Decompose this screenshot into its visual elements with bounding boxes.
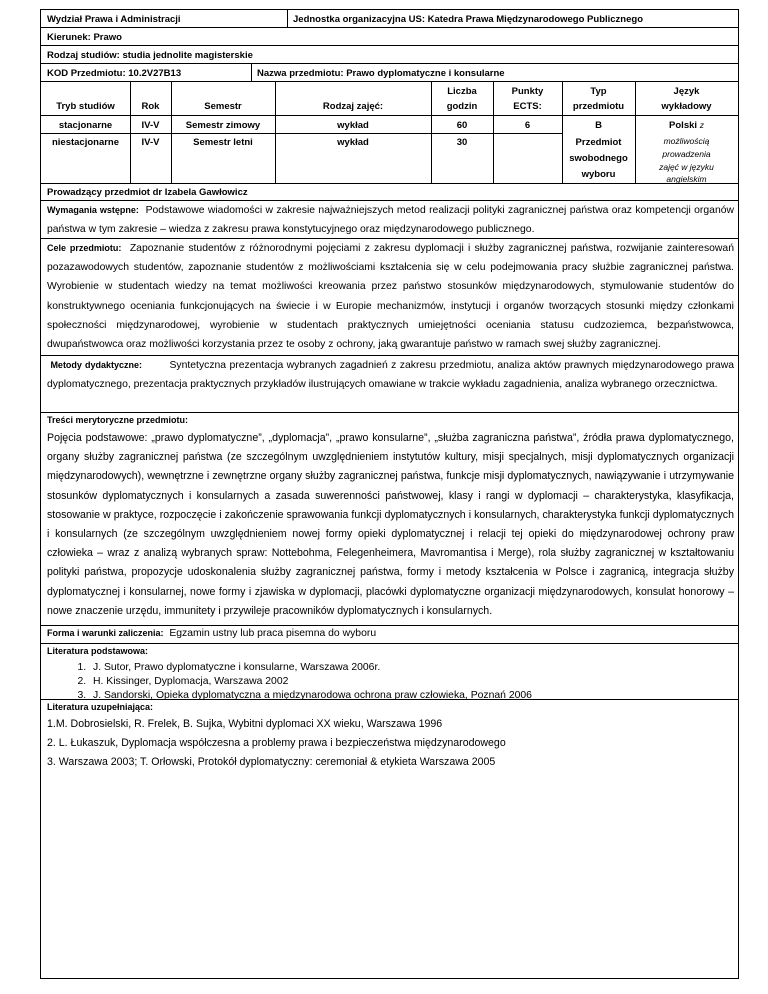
- field-label: Kierunek: Prawo: [47, 32, 122, 43]
- row2-class-type: wykład: [337, 137, 369, 148]
- goals-section: [41, 239, 738, 356]
- lang-note-4: angielskim: [666, 174, 707, 184]
- course-syllabus-card: [40, 9, 739, 979]
- methods-section: [41, 356, 738, 413]
- methods-body: Syntetyczna prezentacja wybranych zagadnień z zakresu przedmiotu, analiza aktów prawnych międzynarodowego prawa dyplomatycznego, prezentacja praktycznych przykładów ilustrujących omawiane w trakcie wykładu zagadnienia, analiza wybranego orzecznictwa.: [47, 360, 734, 391]
- lang-note-3: zajęć w języku: [659, 162, 714, 172]
- literature-extra-item: 2. L. Łukaszuk, Dyplomacja współczesna a problemy prawa i bezpieczeństwa międzynarodowego: [47, 737, 506, 749]
- lecturer-name: Prowadzący przedmiot dr Izabela Gawłowicz: [47, 187, 248, 198]
- methods-label: Metody dydaktyczne:: [50, 360, 143, 370]
- row2-semester: Semestr letni: [193, 137, 253, 148]
- course-name: Nazwa przedmiotu: Prawo dyplomatyczne i konsularne: [257, 68, 505, 79]
- unit-label: Jednostka organizacyjna US: Katedra Prawa Międzynarodowego Publicznego: [293, 14, 643, 25]
- requirements-text: [41, 201, 738, 239]
- row1-hours: 60: [456, 120, 468, 131]
- goals-label: Cele przedmiotu:: [47, 243, 122, 253]
- content-body: Pojęcia podstawowe: „prawo dyplomatyczne”, „dyplomacja”, „prawo konsularne”, „służba zagraniczna państwa”, źródła prawa dyplomatycznego, organy służby zagranicznej państwa (ze szczególnym uwzględnieniem instytutów kultury, misji specjalnych, misji dyplomatycznych organizacji międzynarodowych), wewnętrzne i zewnętrzne organy służby zagranicznej państwa, funkcje misji dyplomatycznych, nawiązywanie i utrzymywanie stosunków dyplomatycznych i konsularnych a zasada suwerenności państwowej, klasy i rangi w dyplomacji – charakterystyka, klasyfikacja, stosowanie w praktyce, rozpoczęcie i zakończenie sprawowania funkcji dyplomatycznych i konsularnych, charakterystyka funkcji dyplomatycznych i konsularnych (ze szczególnym uwzględnieniem nowej formy opieki dyplomatycznej i relacji tej opieki do międzynarodowej ochrony praw człowieka – wraz z analizą wybranych spraw: Nottebohma, Felegenheimera, Mavromantisa i Merge), rola służby zagranicznej w kształtowaniu polityki państwa, propozycje udoskonalenia służby zagranicznej państwa, formy i metody kształcenia w Polsce i zagranicą, integracja służby dyplomatycznej i konsularnej, nowe formy i zjawiska w dyplomacji, placówki dyplomatyczne organizacji międzynarodowych, konsulat honorowy – nowe znaczenie urzędu, immunitety i przywileje pracowników dyplomatycznych i konsularnych.: [47, 432, 734, 617]
- header-row-field: [41, 28, 738, 46]
- literature-basic-item: 2. H. Kissinger, Dyplomacja, Warszawa 2002: [89, 675, 532, 689]
- literature-basic-item: 3. J. Sandorski, Opieka dyplomatyczna a międzynarodowa ochrona praw człowieka, Poznań 2006: [89, 689, 532, 703]
- requirements-label: Wymagania wstępne:: [47, 205, 139, 215]
- row1-mode: stacjonarne: [58, 120, 113, 131]
- content-label: Treści merytoryczne przedmiotu:: [47, 415, 189, 425]
- content-section: [41, 413, 738, 626]
- assessment-body: Egzamin ustny lub praca pisemna do wyboru: [169, 628, 377, 639]
- study-type-label: Rodzaj studiów: studia jednolite magisterskie: [47, 50, 253, 61]
- literature-basic-section: [41, 644, 738, 700]
- literature-basic-item: 1. J. Sutor, Prawo dyplomatyczne i konsularne, Warszawa 2006r.: [89, 661, 532, 675]
- row2-mode: niestacjonarne: [51, 137, 120, 148]
- col-semester: Semestr: [204, 101, 242, 112]
- goals-body: Zapoznanie studentów z różnorodnymi pojęciami z zakresu dyplomacji i służby zagranicznej państwa, rozwijanie zainteresowań pozazawodowych studentów, zapoznanie studentów z możliwościami kształcenia się w celu podejmowania pracy służbie zagranicznej państwa. Wyrobienie w studentach wiedzy na temat możliwości kreowania przez państwo stosunków międzynarodowych, stymulowanie studentów do konstruktywnego oceniania funkcjonujących na świecie i w Europie mechanizmów, instytucji i organów tworzących stosunki między członkami społeczności międzynarodowej, wyrobienie w studentach praktycznych umiejętności oceniania statusu cudzoziemca, bezpaństwowca, dwupaństwowca oraz możliwości korzystania przez te osoby z ochrony, jaką gwarantuje państwo w ramach swej służby zagranicznej.: [47, 243, 734, 351]
- header-row-course: [41, 64, 738, 82]
- assessment-text: [47, 628, 376, 639]
- methods-text: [41, 356, 738, 394]
- requirements-section: [41, 201, 738, 239]
- type-code: B: [595, 120, 602, 131]
- faculty-label: Wydział Prawa i Administracji: [47, 14, 181, 25]
- row2-year: IV-V: [141, 137, 160, 148]
- col-ects-line2: ECTS:: [513, 101, 542, 112]
- row1-class-type: wykład: [337, 120, 369, 131]
- col-year: Rok: [141, 101, 160, 112]
- header-row-study-type: [41, 46, 738, 64]
- col-mode: Tryb studiów: [56, 101, 115, 112]
- col-type-line2: przedmiotu: [572, 101, 625, 112]
- course-code: KOD Przedmiotu: 10.2V27B13: [47, 68, 182, 79]
- lang-note-1: możliwością: [663, 136, 710, 146]
- literature-extra-item: 3. Warszawa 2003; T. Orłowski, Protokół dyplomatyczny: ceremoniał & etykieta Warszawa 2005: [47, 756, 496, 768]
- literature-basic-list: [41, 661, 532, 703]
- lecturer-row: [41, 184, 738, 201]
- literature-basic-label: Literatura podstawowa:: [47, 646, 149, 656]
- col-hours-line1: Liczba: [447, 86, 477, 97]
- assessment-label: Forma i warunki zaliczenia:: [47, 628, 164, 638]
- requirements-body: Podstawowe wiadomości w zakresie najważniejszych metod realizacji polityki zagranicznej państwa oraz kompetencji organów państwa w tym zakresie – wiedza z zakresu prawa konstytucyjnego oraz międzynarodowego publicznego.: [47, 205, 735, 236]
- header-row-faculty: [41, 10, 738, 28]
- col-type-line1: Typ: [590, 86, 607, 97]
- lang-note-2: prowadzenia: [662, 149, 711, 159]
- col-lang-line1: Język: [673, 86, 700, 97]
- row1-semester: Semestr zimowy: [185, 120, 261, 131]
- literature-extra-label: Literatura uzupełniająca:: [47, 702, 154, 712]
- row2-hours: 30: [456, 137, 468, 148]
- ects-value: 6: [524, 120, 531, 131]
- lang-main: Polski z: [669, 120, 704, 131]
- col-ects-line1: Punkty: [511, 86, 544, 97]
- type-desc-2: swobodnego: [569, 153, 628, 164]
- type-desc-1: Przedmiot: [575, 137, 622, 148]
- col-hours-line2: godzin: [446, 101, 478, 112]
- type-desc-3: wyboru: [581, 169, 616, 180]
- row1-year: IV-V: [141, 120, 160, 131]
- assessment-section: [41, 626, 738, 644]
- literature-extra-item: 1.M. Dobrosielski, R. Frelek, B. Sujka, Wybitni dyplomaci XX wieku, Warszawa 1996: [47, 718, 443, 730]
- col-class-type: Rodzaj zajęć:: [322, 101, 384, 112]
- col-lang-line2: wykładowy: [661, 101, 712, 112]
- study-mode-table: [41, 82, 738, 184]
- goals-text: [41, 239, 738, 354]
